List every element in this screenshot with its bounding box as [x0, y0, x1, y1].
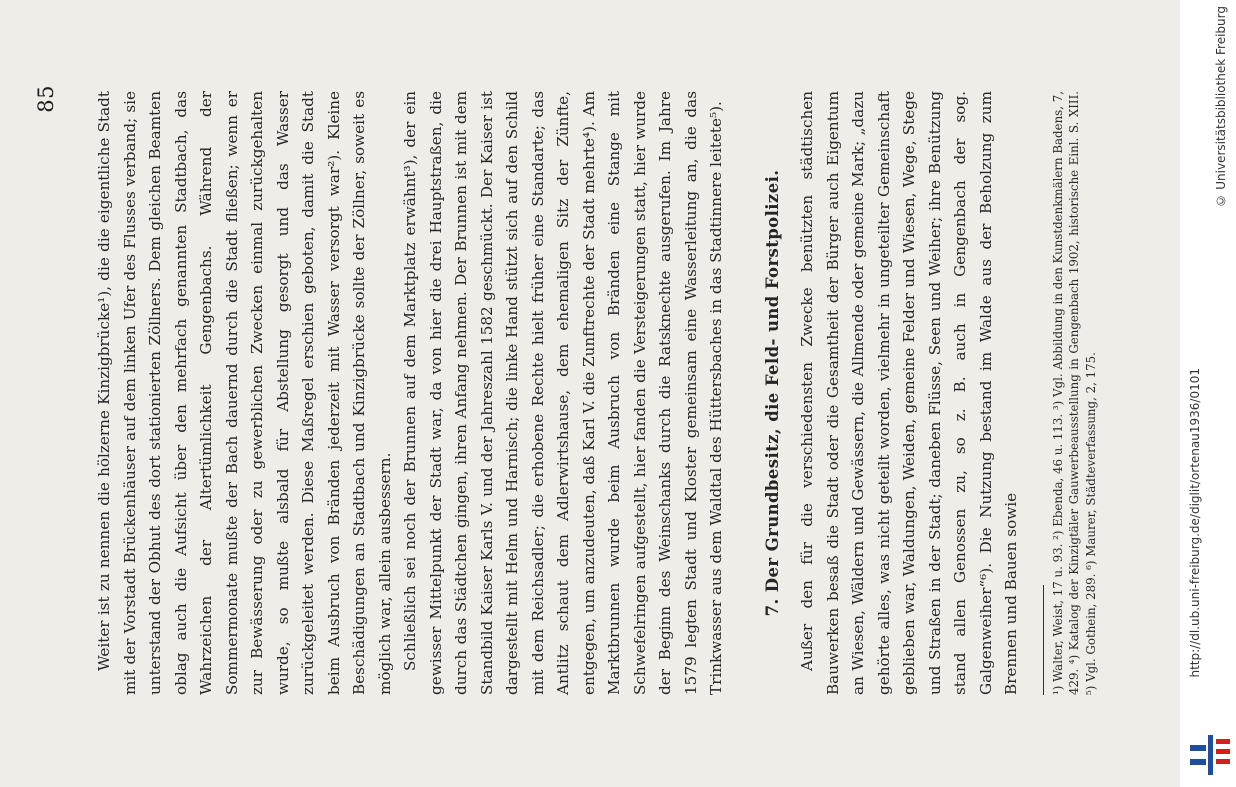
logo-blue-stem [1208, 735, 1213, 775]
paragraph: Weiter ist zu nennen die hölzerne Kinzigbrücke¹), die die eigentliche Stadt mit der Vorstadt Brückenhäuser auf dem linken Ufer des Flusses verband; sie unterstand der Obhut des dort stationierten Zöllners. Dem gleichen Beamten oblag auch die Aufsicht über den mehrfach genannten Stadtbach, das Wahrzeichen der Altertümlichkeit Gengenbachs. Während der Sommermonate mußte der Bach dauernd durch die Stadt fließen; wenn er zur Bewässerung oder zu gewerblichen Zwecken einmal zurückgehalten wurde, so mußte alsbald für Abstellung gesorgt und das Wasser zurückgeleitet werden. Diese Maßregel erschien geboten, damit die Stadt beim Ausbruch von Bränden jederzeit mit Wasser versorgt war²). Kleine Beschädigungen an Stadtbach und Kinzigbrücke sollte der Zöllner, soweit es möglich war, allein ausbessern. [95, 91, 394, 695]
section-heading: 7. Der Grundbesitz, die Feld- und Forstpolizei. [762, 169, 782, 617]
logo-blue-bar [1190, 745, 1206, 751]
ub-freiburg-logo-icon[interactable] [1188, 735, 1232, 775]
logo-red-bar [1216, 749, 1230, 754]
footnotes: ¹) Walter, Weist, 17 u. 93. ²) Ebenda, 46 u. 113. ³) Vgl. Abbildung in den Kunstdenkmälern Badens, 7, 429. ⁴) Katalog der Kinzigtäler Gauwerbeausstellung in Gengenbach 1902, historische Einl. S. XIII. ⁵) Vgl. Gothein, 289. ⁶) Maurer, Städteverfassung, 2, 175. [1050, 91, 1098, 695]
page-body [92, 91, 1099, 695]
page-number: 85 [34, 85, 58, 113]
logo-red-bar [1216, 759, 1230, 764]
logo-red-bar [1216, 739, 1230, 744]
source-url-link[interactable]: http://dl.ub.uni-freiburg.de/diglit/ortenau1936/0101 [1188, 368, 1202, 678]
paragraph: Außer den für die verschiedensten Zwecke benützten städtischen Bauwerken besaß die Stadt oder die Gesamtheit der Bürger auch Eigentum an Wiesen, Wäldern und Gewässern, die Allmende oder gemeine Mark; „dazu gehörte alles, was nicht geteilt worden, vielmehr in ungeteilter Gemeinschaft geblieben war, Waldungen, Weiden, gemeine Felder und Wiesen, Wege, Stege und Straßen in der Stadt; daneben Flüsse, Seen und Weiher; ihre Benützung stand allen Genossen zu, so z. B. auch in Gengenbach der sog. Galgenweiher“⁶). Die Nutzung bestand im Walde aus der Beholzung zum Brennen und Bauen sowie [798, 91, 1020, 695]
footnote-divider [1043, 585, 1044, 695]
paragraph: Schließlich sei noch der Brunnen auf dem Marktplatz erwähnt³), der ein gewisser Mittelpunkt der Stadt war, da von hier die drei Hauptstraßen, die durch das Städtchen gingen, ihren Anfang nehmen. Der Brunnen ist mit dem Standbild Kaiser Karls V. und der Jahreszahl 1582 geschmückt. Der Kaiser ist dargestellt mit Helm und Harnisch; die linke Hand stützt sich auf den Schild mit dem Reichsadler; die erhobene Rechte hielt früher eine Standarte; das Antlitz schaut dem Adlerwirtshause, dem ehemaligen Sitz der Zünfte, entgegen, um anzudeuten, daß Karl V. die Zunftrechte der Stadt mehrte⁴). Am Marktbrunnen wurde beim Ausbruch von Bränden eine Stange mit Schwefelringen aufgestellt, hier fanden die Versteigerungen statt, hier wurde der Beginn des Weinschanks durch die Ratsknechte ausgerufen. Im Jahre 1579 legten Stadt und Kloster gemeinsam eine Wasserleitung an, die das Trinkwasser aus dem Waldtal des Hüttersbaches in das Stadtinnere leitete⁵). [401, 91, 725, 695]
copyright-notice: © Universitätsbibliothek Freiburg [1214, 6, 1228, 208]
logo-blue-bar [1190, 759, 1206, 765]
